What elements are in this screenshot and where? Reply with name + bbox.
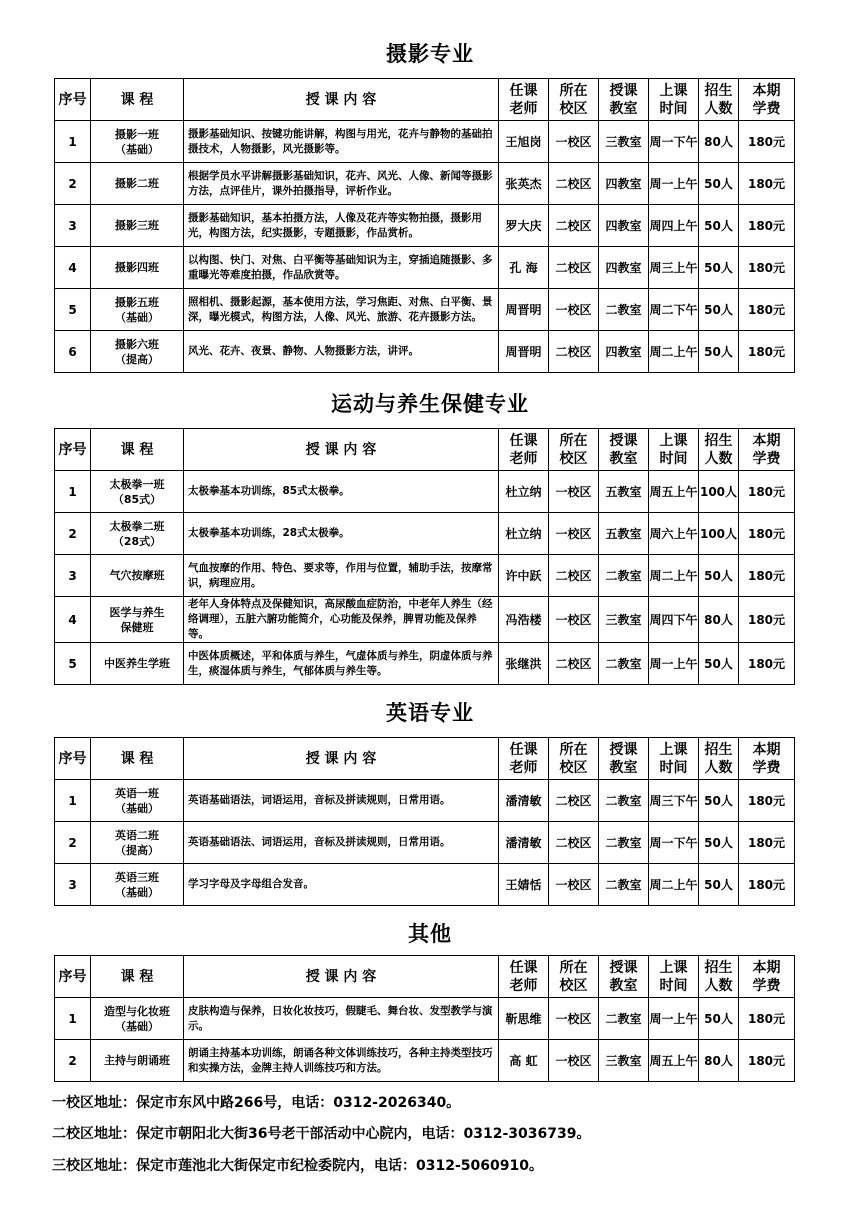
table-header-row — [55, 738, 795, 780]
header-quota — [699, 738, 739, 780]
cell-fee: 180元 — [739, 555, 795, 597]
cell-no: 3 — [55, 864, 91, 906]
cell-fee: 180元 — [739, 643, 795, 685]
cell-room: 三教室 — [599, 121, 649, 163]
cell-teacher: 张继洪 — [499, 643, 549, 685]
header-teacher — [499, 429, 549, 471]
cell-time: 周五上午 — [649, 471, 699, 513]
campus1-address: 一校区地址：保定市东风中路266号，电话：0312-2026340。 — [52, 1095, 461, 1111]
cell-teacher: 周晋明 — [499, 289, 549, 331]
table-row — [55, 643, 795, 685]
header-course-label: 课 程 — [120, 91, 154, 108]
header-content — [184, 738, 499, 780]
cell-campus: 一校区 — [549, 513, 599, 555]
cell-fee: 180元 — [739, 780, 795, 822]
header-teacher-label: 任课老师 — [509, 959, 538, 994]
cell-campus: 二校区 — [549, 163, 599, 205]
cell-campus: 二校区 — [549, 643, 599, 685]
cell-no: 6 — [55, 331, 91, 373]
cell-no: 2 — [55, 513, 91, 555]
table-row — [55, 998, 795, 1040]
cell-no: 4 — [55, 597, 91, 643]
cell-no: 5 — [55, 643, 91, 685]
table-row — [55, 471, 795, 513]
header-course-label: 课 程 — [120, 750, 154, 767]
header-fee — [739, 79, 795, 121]
cell-fee: 180元 — [739, 289, 795, 331]
cell-campus: 二校区 — [549, 822, 599, 864]
cell-campus: 一校区 — [549, 471, 599, 513]
cell-fee: 180元 — [739, 864, 795, 906]
cell-room: 二教室 — [599, 555, 649, 597]
header-no — [55, 79, 91, 121]
cell-room: 三教室 — [599, 597, 649, 643]
header-time — [649, 738, 699, 780]
cell-no: 2 — [55, 163, 91, 205]
header-room — [599, 429, 649, 471]
cell-campus: 二校区 — [549, 780, 599, 822]
cell-campus: 一校区 — [549, 998, 599, 1040]
cell-quota: 50人 — [699, 780, 739, 822]
cell-quota: 80人 — [699, 121, 739, 163]
header-teacher-label: 任课老师 — [509, 432, 538, 467]
cell-no: 2 — [55, 1040, 91, 1082]
cell-content: 英语基础语法，词语运用，音标及拼读规则，日常用语。 — [184, 780, 499, 822]
header-content — [184, 429, 499, 471]
cell-content: 摄影基础知识、按键功能讲解，构图与用光，花卉与静物的基础拍摄技术，人物摄影，风光摄影等。 — [184, 121, 499, 163]
header-teacher — [499, 79, 549, 121]
cell-fee: 180元 — [739, 1040, 795, 1082]
header-quota-label: 招生人数 — [704, 741, 733, 776]
cell-content: 风光、花卉、夜景、静物、人物摄影方法，讲评。 — [184, 331, 499, 373]
cell-time: 周一上午 — [649, 998, 699, 1040]
table-row — [55, 555, 795, 597]
header-teacher-label: 任课老师 — [509, 741, 538, 776]
cell-room: 四教室 — [599, 163, 649, 205]
cell-campus: 一校区 — [549, 864, 599, 906]
cell-quota: 50人 — [699, 998, 739, 1040]
cell-content: 朗诵主持基本功训练，朗诵各种文体训练技巧，各种主持类型技巧和实操方法，金牌主持人训练技巧和方法。 — [184, 1040, 499, 1082]
header-quota-label: 招生人数 — [704, 959, 733, 994]
cell-room: 二教室 — [599, 780, 649, 822]
cell-quota: 50人 — [699, 864, 739, 906]
header-quota — [699, 956, 739, 998]
cell-content: 照相机、摄影起源，基本使用方法，学习焦距、对焦、白平衡、景深，曝光模式，构图方法，人像、风光、旅游、花卉摄影方法。 — [184, 289, 499, 331]
cell-course: 太极拳二班 （28式） — [91, 513, 184, 555]
cell-teacher: 孔 海 — [499, 247, 549, 289]
header-time-label: 上课时间 — [659, 82, 688, 117]
cell-fee: 180元 — [739, 121, 795, 163]
cell-quota: 50人 — [699, 289, 739, 331]
cell-course: 医学与养生 保健班 — [91, 597, 184, 643]
cell-course: 中医养生学班 — [91, 643, 184, 685]
cell-content: 根据学员水平讲解摄影基础知识，花卉、风光、人像、新闻等摄影方法，点评佳片，课外拍摄指导，评析作业。 — [184, 163, 499, 205]
cell-quota: 80人 — [699, 1040, 739, 1082]
header-course — [91, 956, 184, 998]
cell-room: 二教室 — [599, 998, 649, 1040]
header-fee-label: 本期学费 — [752, 432, 781, 467]
cell-campus: 二校区 — [549, 247, 599, 289]
header-campus-label: 所在校区 — [559, 959, 588, 994]
header-fee-label: 本期学费 — [752, 741, 781, 776]
cell-no: 1 — [55, 471, 91, 513]
cell-course: 英语一班 （基础） — [91, 780, 184, 822]
section-title-english: 英语专业 — [386, 701, 474, 725]
header-time-label: 上课时间 — [659, 959, 688, 994]
cell-course: 造型与化妆班 （基础） — [91, 998, 184, 1040]
cell-content: 以构图、快门、对焦、白平衡等基础知识为主，穿插追随摄影、多重曝光等难度拍摄，作品欣赏等。 — [184, 247, 499, 289]
cell-room: 三教室 — [599, 1040, 649, 1082]
cell-teacher: 周晋明 — [499, 331, 549, 373]
cell-room: 四教室 — [599, 331, 649, 373]
cell-quota: 100人 — [699, 471, 739, 513]
cell-teacher: 许中跃 — [499, 555, 549, 597]
cell-quota: 50人 — [699, 643, 739, 685]
cell-content: 太极拳基本功训练，85式太极拳。 — [184, 471, 499, 513]
cell-teacher: 冯浩楼 — [499, 597, 549, 643]
header-fee — [739, 429, 795, 471]
cell-no: 5 — [55, 289, 91, 331]
cell-course: 太极拳一班 （85式） — [91, 471, 184, 513]
cell-quota: 80人 — [699, 597, 739, 643]
table-header-row — [55, 429, 795, 471]
header-no — [55, 956, 91, 998]
cell-time: 周一上午 — [649, 643, 699, 685]
table-row — [55, 822, 795, 864]
header-room — [599, 738, 649, 780]
cell-campus: 二校区 — [549, 205, 599, 247]
header-time-label: 上课时间 — [659, 432, 688, 467]
header-fee — [739, 738, 795, 780]
cell-room: 二教室 — [599, 822, 649, 864]
cell-course: 主持与朗诵班 — [91, 1040, 184, 1082]
cell-content: 摄影基础知识，基本拍摄方法，人像及花卉等实物拍摄，摄影用光，构图方法，纪实摄影，专题摄影，作品赏析。 — [184, 205, 499, 247]
header-fee — [739, 956, 795, 998]
cell-quota: 50人 — [699, 822, 739, 864]
cell-content: 中医体质概述，平和体质与养生，气虚体质与养生，阴虚体质与养生，痰湿体质与养生，气郁体质与养生等。 — [184, 643, 499, 685]
header-no — [55, 738, 91, 780]
cell-fee: 180元 — [739, 163, 795, 205]
table-row — [55, 163, 795, 205]
english-table — [54, 737, 795, 906]
cell-teacher: 靳思维 — [499, 998, 549, 1040]
header-campus — [549, 956, 599, 998]
cell-time: 周四上午 — [649, 205, 699, 247]
cell-quota: 100人 — [699, 513, 739, 555]
cell-fee: 180元 — [739, 998, 795, 1040]
cell-course: 摄影五班 （基础） — [91, 289, 184, 331]
cell-room: 五教室 — [599, 471, 649, 513]
section-title-sports-health: 运动与养生保健专业 — [331, 392, 529, 416]
header-room-label: 授课教室 — [609, 82, 638, 117]
section-title-other: 其他 — [408, 922, 452, 946]
table-row — [55, 597, 795, 643]
header-room-label: 授课教室 — [609, 959, 638, 994]
cell-no: 3 — [55, 205, 91, 247]
cell-no: 3 — [55, 555, 91, 597]
header-time-label: 上课时间 — [659, 741, 688, 776]
table-row — [55, 205, 795, 247]
cell-content: 老年人身体特点及保健知识，高尿酸血症防治，中老年人养生（经络调理），五脏六腑功能简介，心功能及保养，脾胃功能及保养等。 — [184, 597, 499, 643]
campus2-address: 二校区地址：保定市朝阳北大街36号老干部活动中心院内，电话：0312-3036739。 — [52, 1126, 591, 1142]
cell-fee: 180元 — [739, 471, 795, 513]
cell-teacher: 罗大庆 — [499, 205, 549, 247]
header-fee-label: 本期学费 — [752, 82, 781, 117]
cell-time: 周二上午 — [649, 331, 699, 373]
header-quota-label: 招生人数 — [704, 432, 733, 467]
cell-time: 周二上午 — [649, 864, 699, 906]
cell-course: 摄影六班 （提高） — [91, 331, 184, 373]
cell-time: 周一下午 — [649, 822, 699, 864]
header-campus — [549, 79, 599, 121]
header-room-label: 授课教室 — [609, 432, 638, 467]
header-content — [184, 956, 499, 998]
cell-content: 皮肤构造与保养，日妆化妆技巧，假睫毛、舞台妆、发型教学与演示。 — [184, 998, 499, 1040]
cell-course: 气穴按摩班 — [91, 555, 184, 597]
header-room — [599, 956, 649, 998]
header-time — [649, 429, 699, 471]
header-campus-label: 所在校区 — [559, 432, 588, 467]
cell-teacher: 杜立纳 — [499, 471, 549, 513]
cell-campus: 一校区 — [549, 121, 599, 163]
header-course — [91, 429, 184, 471]
cell-teacher: 高 虹 — [499, 1040, 549, 1082]
cell-time: 周六上午 — [649, 513, 699, 555]
table-row — [55, 247, 795, 289]
cell-content: 气血按摩的作用、特色、要求等，作用与位置，辅助手法，按摩常识，病理应用。 — [184, 555, 499, 597]
cell-quota: 50人 — [699, 247, 739, 289]
cell-content: 太极拳基本功训练，28式太极拳。 — [184, 513, 499, 555]
cell-room: 五教室 — [599, 513, 649, 555]
cell-course: 摄影四班 — [91, 247, 184, 289]
cell-course: 英语三班 （基础） — [91, 864, 184, 906]
cell-time: 周一上午 — [649, 163, 699, 205]
header-course-label: 课 程 — [120, 968, 154, 985]
cell-campus: 一校区 — [549, 1040, 599, 1082]
cell-quota: 50人 — [699, 331, 739, 373]
cell-no: 1 — [55, 780, 91, 822]
cell-teacher: 张英杰 — [499, 163, 549, 205]
header-content-label: 授 课 内 容 — [305, 441, 377, 458]
header-course — [91, 738, 184, 780]
cell-fee: 180元 — [739, 513, 795, 555]
cell-quota: 50人 — [699, 163, 739, 205]
cell-teacher: 潘清敏 — [499, 780, 549, 822]
table-header-row — [55, 79, 795, 121]
header-no-label: 序号 — [58, 91, 87, 108]
table-row — [55, 331, 795, 373]
campus3-address: 三校区地址：保定市莲池北大街保定市纪检委院内，电话：0312-5060910。 — [52, 1158, 543, 1174]
header-campus-label: 所在校区 — [559, 741, 588, 776]
cell-room: 四教室 — [599, 247, 649, 289]
header-content-label: 授 课 内 容 — [305, 91, 377, 108]
cell-time: 周一下午 — [649, 121, 699, 163]
header-campus — [549, 429, 599, 471]
cell-room: 四教室 — [599, 205, 649, 247]
header-content-label: 授 课 内 容 — [305, 968, 377, 985]
cell-time: 周五上午 — [649, 1040, 699, 1082]
cell-no: 2 — [55, 822, 91, 864]
header-teacher — [499, 738, 549, 780]
header-campus-label: 所在校区 — [559, 82, 588, 117]
header-time — [649, 79, 699, 121]
header-quota-label: 招生人数 — [704, 82, 733, 117]
header-time — [649, 956, 699, 998]
header-campus — [549, 738, 599, 780]
table-row — [55, 289, 795, 331]
cell-teacher: 杜立纳 — [499, 513, 549, 555]
cell-time: 周二上午 — [649, 555, 699, 597]
header-no — [55, 429, 91, 471]
cell-room: 二教室 — [599, 643, 649, 685]
cell-fee: 180元 — [739, 822, 795, 864]
table-row — [55, 1040, 795, 1082]
header-content — [184, 79, 499, 121]
cell-fee: 180元 — [739, 205, 795, 247]
cell-fee: 180元 — [739, 247, 795, 289]
header-teacher — [499, 956, 549, 998]
cell-time: 周三下午 — [649, 780, 699, 822]
table-row — [55, 513, 795, 555]
cell-quota: 50人 — [699, 555, 739, 597]
cell-campus: 二校区 — [549, 555, 599, 597]
cell-room: 二教室 — [599, 864, 649, 906]
cell-campus: 二校区 — [549, 331, 599, 373]
other-table — [54, 955, 795, 1082]
cell-teacher: 王婧恬 — [499, 864, 549, 906]
cell-campus: 一校区 — [549, 597, 599, 643]
header-room — [599, 79, 649, 121]
header-quota — [699, 79, 739, 121]
cell-quota: 50人 — [699, 205, 739, 247]
header-quota — [699, 429, 739, 471]
cell-fee: 180元 — [739, 597, 795, 643]
cell-time: 周三上午 — [649, 247, 699, 289]
cell-teacher: 潘清敏 — [499, 822, 549, 864]
header-room-label: 授课教室 — [609, 741, 638, 776]
cell-time: 周四下午 — [649, 597, 699, 643]
cell-no: 4 — [55, 247, 91, 289]
cell-teacher: 王旭岗 — [499, 121, 549, 163]
header-content-label: 授 课 内 容 — [305, 750, 377, 767]
cell-fee: 180元 — [739, 331, 795, 373]
table-header-row — [55, 956, 795, 998]
cell-course: 摄影二班 — [91, 163, 184, 205]
header-course-label: 课 程 — [120, 441, 154, 458]
header-fee-label: 本期学费 — [752, 959, 781, 994]
cell-no: 1 — [55, 998, 91, 1040]
section-title-photography: 摄影专业 — [386, 42, 474, 66]
header-no-label: 序号 — [58, 750, 87, 767]
cell-no: 1 — [55, 121, 91, 163]
header-no-label: 序号 — [58, 968, 87, 985]
sports-health-table — [54, 428, 795, 685]
cell-course: 英语二班 （提高） — [91, 822, 184, 864]
cell-room: 二教室 — [599, 289, 649, 331]
header-teacher-label: 任课老师 — [509, 82, 538, 117]
table-row — [55, 121, 795, 163]
header-no-label: 序号 — [58, 441, 87, 458]
cell-time: 周二下午 — [649, 289, 699, 331]
table-row — [55, 780, 795, 822]
cell-content: 学习字母及字母组合发音。 — [184, 864, 499, 906]
cell-course: 摄影三班 — [91, 205, 184, 247]
header-course — [91, 79, 184, 121]
photography-table — [54, 78, 795, 373]
cell-course: 摄影一班 （基础） — [91, 121, 184, 163]
cell-campus: 一校区 — [549, 289, 599, 331]
table-row — [55, 864, 795, 906]
cell-content: 英语基础语法、词语运用，音标及拼读规则，日常用语。 — [184, 822, 499, 864]
